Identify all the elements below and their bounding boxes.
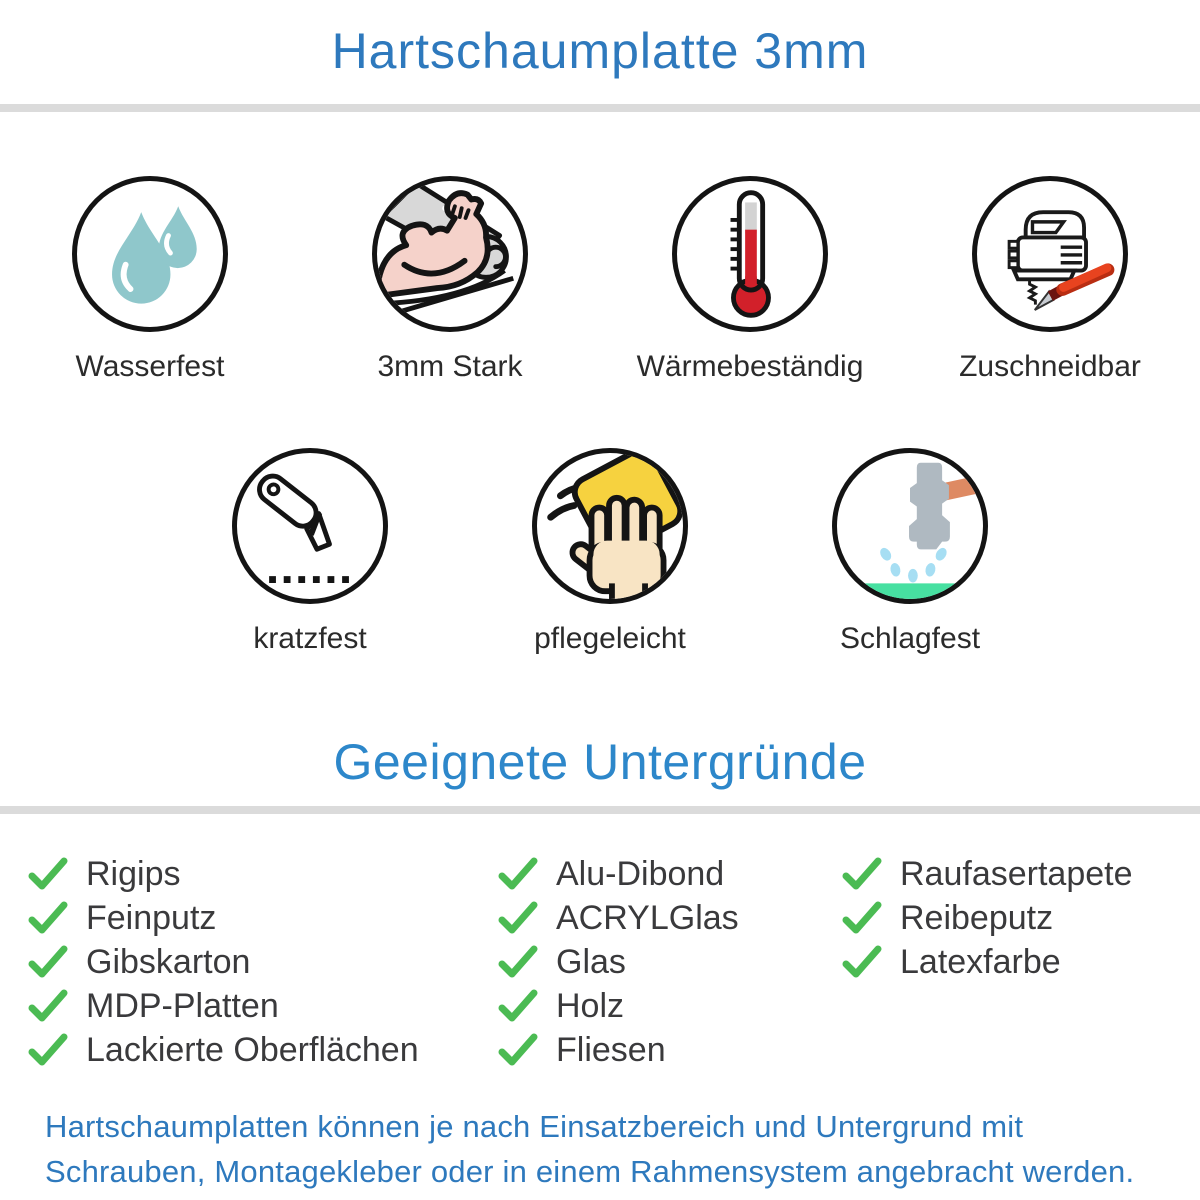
feature-row-1: [0, 176, 1200, 384]
list-item-label: Latexfarbe: [900, 942, 1061, 981]
check-icon: [28, 989, 68, 1023]
feature-label: kratzfest: [253, 622, 367, 655]
list-item-label: Glas: [556, 942, 626, 981]
list-item-label: Lackierte Oberflächen: [86, 1030, 419, 1069]
page-title: Hartschaumplatte 3mm: [331, 23, 869, 79]
check-icon: [842, 901, 882, 935]
list-item-label: Raufasertapete: [900, 854, 1133, 893]
feature-label: Schlagfest: [839, 622, 981, 655]
muscle-arm-icon: [372, 176, 528, 332]
mounting-note-line-1: Hartschaumplatten können je nach Einsatzbereich und Untergrund mit: [45, 1109, 1024, 1144]
list-item: [498, 984, 739, 1028]
check-icon: [842, 945, 882, 979]
list-item: [28, 1028, 419, 1072]
check-icon: [498, 989, 538, 1023]
feature-schlagfest: [760, 448, 1060, 656]
substrates-list: [0, 852, 1200, 1092]
thermometer-icon: [672, 176, 828, 332]
list-item: [498, 940, 739, 984]
feature-kratzfest: [160, 448, 460, 656]
list-item: [498, 896, 739, 940]
utility-knife-icon: [232, 448, 388, 604]
list-item: [28, 896, 419, 940]
divider-middle: [0, 806, 1200, 814]
list-item-label: Fliesen: [556, 1030, 666, 1069]
feature-wasserfest: [0, 176, 300, 384]
check-icon: [28, 901, 68, 935]
list-item-label: Feinputz: [86, 898, 217, 937]
feature-waermebestaendig: [600, 176, 900, 384]
list-item-label: ACRYLGlas: [556, 898, 739, 937]
cleaning-hand-icon: [532, 448, 688, 604]
check-icon: [28, 857, 68, 891]
feature-label: Zuschneidbar: [959, 350, 1141, 383]
list-item-label: Rigips: [86, 854, 181, 893]
hammer-icon: [832, 448, 988, 604]
substrates-column-3: [842, 852, 1133, 984]
jigsaw-cutter-icon: [972, 176, 1128, 332]
list-item: [28, 940, 419, 984]
section-title: Geeignete Untergründe: [333, 734, 867, 790]
list-item-label: Alu-Dibond: [556, 854, 725, 893]
list-item-label: Holz: [556, 986, 625, 1025]
feature-label: 3mm Stark: [377, 350, 523, 383]
substrates-column-1: [28, 852, 419, 1072]
feature-label: Wasserfest: [75, 350, 225, 383]
list-item: [842, 852, 1133, 896]
list-item: [28, 984, 419, 1028]
check-icon: [28, 1033, 68, 1067]
check-icon: [842, 857, 882, 891]
list-item: [498, 852, 739, 896]
feature-zuschneidbar: [900, 176, 1200, 384]
divider-top: [0, 104, 1200, 112]
list-item: [28, 852, 419, 896]
substrates-column-2: [498, 852, 739, 1072]
list-item: [842, 896, 1133, 940]
check-icon: [498, 1033, 538, 1067]
check-icon: [498, 945, 538, 979]
list-item-label: Reibeputz: [900, 898, 1054, 937]
check-icon: [498, 901, 538, 935]
mounting-note: [45, 1104, 1175, 1194]
list-item: [498, 1028, 739, 1072]
feature-label: pflegeleicht: [534, 622, 686, 655]
mounting-note-line-2: Schrauben, Montagekleber oder in einem Rahmensystem angebracht werden.: [45, 1154, 1135, 1189]
check-icon: [28, 945, 68, 979]
water-drops-icon: [72, 176, 228, 332]
feature-pflegeleicht: [460, 448, 760, 656]
check-icon: [498, 857, 538, 891]
list-item: [842, 940, 1133, 984]
list-item-label: Gibskarton: [86, 942, 251, 981]
feature-row-2: [160, 448, 1060, 656]
list-item-label: MDP-Platten: [86, 986, 279, 1025]
feature-label: Wärmebeständig: [636, 350, 864, 383]
feature-3mm-stark: [300, 176, 600, 384]
